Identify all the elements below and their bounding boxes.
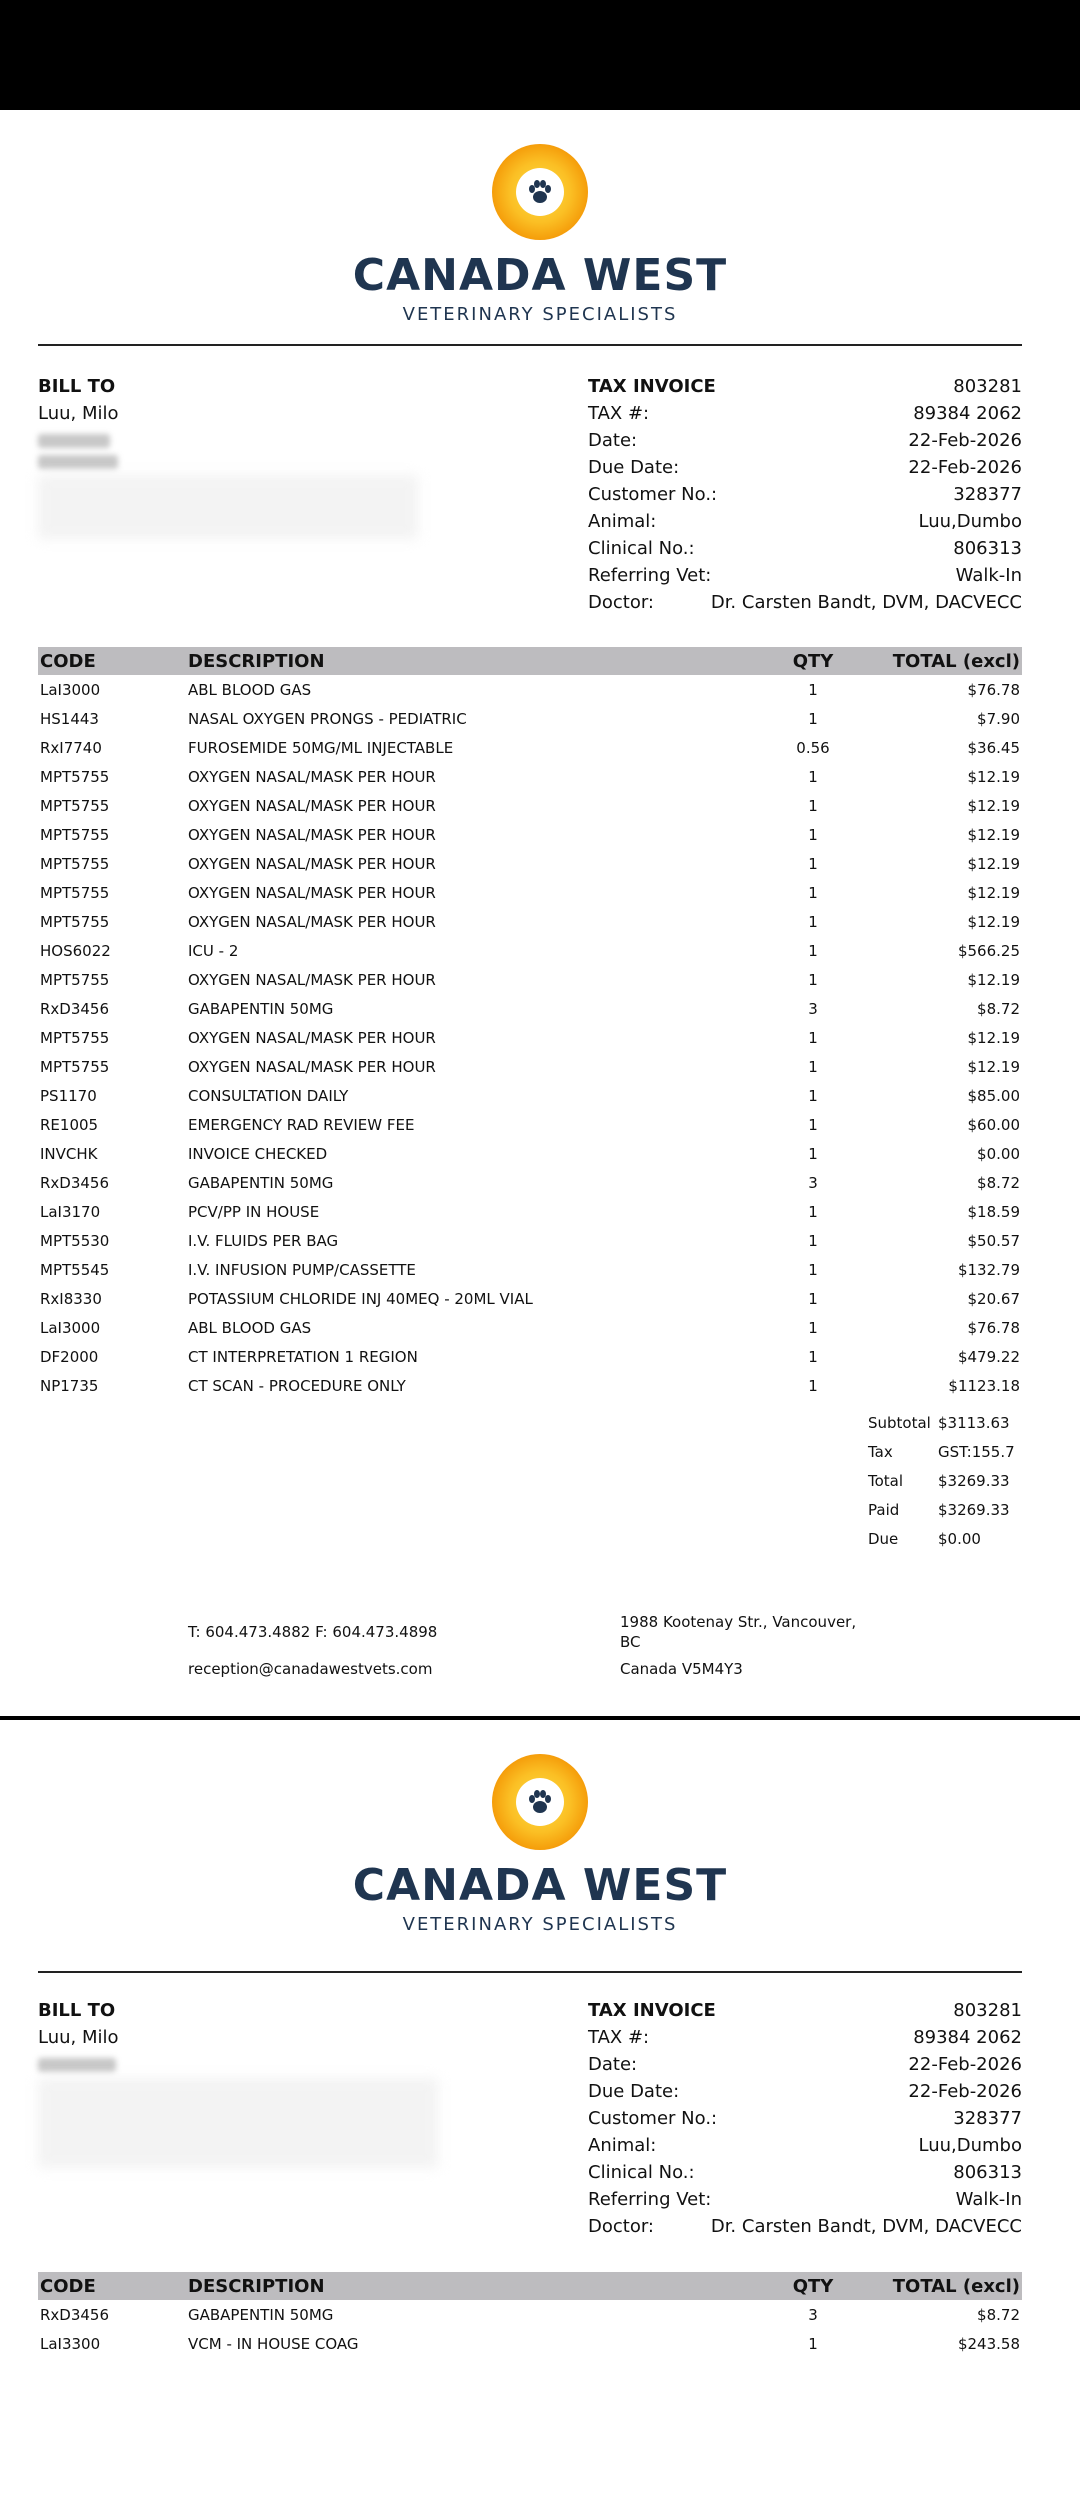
summary-value: GST:155.7 [938,1443,1015,1461]
cell-qty: 1 [808,1289,818,1308]
cell-qty: 1 [808,796,818,815]
invoice-detail-label: Customer No.: [588,484,718,505]
cell-description: ABL BLOOD GAS [188,680,312,699]
cell-description: POTASSIUM CHLORIDE INJ 40MEQ - 20ML VIAL [188,1289,533,1308]
invoice-detail-label: Clinical No.: [588,538,695,559]
cell-code: MPT5755 [40,883,110,902]
redacted-address-line [38,455,118,469]
cell-description: FUROSEMIDE 50MG/ML INJECTABLE [188,738,454,757]
cell-qty: 1 [808,1202,818,1221]
table-row [38,791,1022,820]
invoice-detail-label: Referring Vet: [588,2189,712,2210]
cell-qty: 1 [808,680,818,699]
cell-code: RxI8330 [40,1289,102,1308]
cell-code: RxD3456 [40,1173,110,1192]
invoice-detail-value: 22-Feb-2026 [908,430,1022,451]
redacted-address-line [38,434,110,448]
header-qty: QTY [792,2275,834,2297]
table-body [38,675,1022,1400]
table-row [38,1342,1022,1371]
cell-code: LaI3000 [40,680,101,699]
table-body [38,2300,1022,2358]
cell-qty: 1 [808,1376,818,1395]
invoice-detail-row [588,2078,1022,2105]
invoice-details [588,1997,1022,2240]
header-code: CODE [40,650,96,672]
table-row [38,762,1022,791]
cell-total: $243.58 [957,2334,1020,2353]
invoice-detail-label: Due Date: [588,2081,680,2102]
header-divider [38,1971,1022,1973]
invoice-detail-value: 328377 [953,2108,1022,2129]
invoice-detail-row [588,562,1022,589]
summary-row [868,1409,1028,1438]
invoice-detail-row [588,2159,1022,2186]
cell-qty: 3 [808,1173,818,1192]
invoice-page-1 [0,110,1080,1718]
cell-description: OXYGEN NASAL/MASK PER HOUR [188,796,436,815]
table-row [38,1255,1022,1284]
table-row [38,1197,1022,1226]
table-row [38,1081,1022,1110]
cell-description: CT SCAN - PROCEDURE ONLY [188,1376,406,1395]
invoice-detail-row [588,373,1022,400]
cell-total: $12.19 [967,825,1020,844]
invoice-detail-label: TAX INVOICE [588,376,716,397]
top-black-bar [0,0,1080,110]
invoice-detail-value: 803281 [953,2000,1022,2021]
table-row [38,936,1022,965]
cell-code: RxI7740 [40,738,102,757]
cell-code: RxD3456 [40,999,110,1018]
cell-description: GABAPENTIN 50MG [188,2305,334,2324]
invoice-detail-label: Referring Vet: [588,565,712,586]
header-total: TOTAL (excl) [892,650,1020,672]
cell-code: HOS6022 [40,941,111,960]
cell-total: $8.72 [977,1173,1020,1192]
invoice-detail-value: Dr. Carsten Bandt, DVM, DACVECC [710,592,1022,613]
cell-total: $85.00 [967,1086,1020,1105]
cell-total: $8.72 [977,999,1020,1018]
invoice-detail-label: TAX #: [588,2027,650,2048]
cell-description: ABL BLOOD GAS [188,1318,312,1337]
cell-description: GABAPENTIN 50MG [188,999,334,1018]
summary-label: Due [868,1530,899,1548]
cell-code: MPT5755 [40,796,110,815]
invoice-detail-row [588,2051,1022,2078]
invoice-detail-label: Doctor: [588,592,654,613]
cell-total: $76.78 [967,680,1020,699]
header-description: DESCRIPTION [188,650,325,672]
cell-total: $479.22 [957,1347,1020,1366]
cell-qty: 1 [808,854,818,873]
table-row [38,1110,1022,1139]
cell-description: I.V. FLUIDS PER BAG [188,1231,339,1250]
cell-qty: 1 [808,1347,818,1366]
cell-qty: 1 [808,767,818,786]
table-row [38,1284,1022,1313]
bill-to-block [38,373,458,539]
table-header [38,647,1022,675]
invoice-detail-row [588,2186,1022,2213]
invoice-detail-row [588,481,1022,508]
cell-qty: 1 [808,1115,818,1134]
paw-icon [524,1786,556,1818]
table-row [38,1226,1022,1255]
footer-address-line1: 1988 Kootenay Str., Vancouver, [620,1613,857,1631]
table-row [38,2300,1022,2329]
invoice-detail-label: Due Date: [588,457,680,478]
summary-label: Tax [868,1443,893,1461]
invoice-detail-label: TAX INVOICE [588,2000,716,2021]
table-header [38,2272,1022,2300]
company-logo [0,1754,1080,1936]
cell-description: OXYGEN NASAL/MASK PER HOUR [188,912,436,931]
invoice-detail-row [588,427,1022,454]
invoice-detail-value: 22-Feb-2026 [908,2081,1022,2102]
cell-code: LaI3300 [40,2334,101,2353]
table-row [38,1168,1022,1197]
cell-total: $7.90 [977,709,1020,728]
table-row [38,994,1022,1023]
cell-code: LaI3170 [40,1202,101,1221]
cell-code: LaI3000 [40,1318,101,1337]
cell-total: $12.19 [967,796,1020,815]
table-row [38,820,1022,849]
cell-code: MPT5545 [40,1260,110,1279]
line-items-table [38,647,1022,1400]
brand-subtitle: VETERINARY SPECIALISTS [402,1914,678,1935]
cell-description: I.V. INFUSION PUMP/CASSETTE [188,1260,416,1279]
logo-badge [492,144,588,240]
table-row [38,1139,1022,1168]
cell-code: MPT5755 [40,912,110,931]
line-items-table [38,2272,1022,2358]
cell-description: OXYGEN NASAL/MASK PER HOUR [188,883,436,902]
invoice-detail-value: Walk-In [955,565,1022,586]
cell-qty: 1 [808,2334,818,2353]
cell-qty: 1 [808,1231,818,1250]
cell-total: $76.78 [967,1318,1020,1337]
invoice-detail-value: 22-Feb-2026 [908,2054,1022,2075]
cell-total: $12.19 [967,1028,1020,1047]
table-row [38,2329,1022,2358]
summary-row [868,1467,1028,1496]
bill-to-name: Luu, Milo [38,403,119,424]
cell-code: INVCHK [40,1144,98,1163]
invoice-detail-value: 22-Feb-2026 [908,457,1022,478]
summary-value: $3269.33 [938,1501,1010,1519]
cell-qty: 1 [808,825,818,844]
cell-description: NASAL OXYGEN PRONGS - PEDIATRIC [188,709,467,728]
cell-qty: 1 [808,970,818,989]
cell-description: OXYGEN NASAL/MASK PER HOUR [188,1057,436,1076]
cell-code: PS1170 [40,1086,97,1105]
header-qty: QTY [792,650,834,672]
cell-total: $12.19 [967,767,1020,786]
cell-qty: 1 [808,1260,818,1279]
cell-total: $20.67 [967,1289,1020,1308]
invoice-detail-row [588,400,1022,427]
table-row [38,1371,1022,1400]
invoice-detail-row [588,2213,1022,2240]
cell-description: CONSULTATION DAILY [188,1086,349,1105]
redacted-area [38,475,418,539]
cell-total: $18.59 [967,1202,1020,1221]
cell-qty: 1 [808,941,818,960]
cell-code: NP1735 [40,1376,99,1395]
summary-row [868,1438,1028,1467]
summary-value: $3113.63 [938,1414,1010,1432]
header-code: CODE [40,2275,96,2297]
invoice-detail-value: 803281 [953,376,1022,397]
cell-total: $12.19 [967,883,1020,902]
footer-address-line3: Canada V5M4Y3 [620,1660,743,1678]
cell-total: $8.72 [977,2305,1020,2324]
cell-total: $0.00 [977,1144,1020,1163]
brand-name: CANADA WEST [352,250,728,301]
footer-phone: T: 604.473.4882 F: 604.473.4898 [188,1623,438,1641]
redacted-address-line [38,2058,116,2072]
footer-address-line2: BC [620,1633,641,1651]
cell-qty: 1 [808,1318,818,1337]
cell-description: VCM - IN HOUSE COAG [188,2334,359,2353]
cell-code: MPT5755 [40,825,110,844]
header-divider [38,344,1022,346]
cell-code: MPT5755 [40,1028,110,1047]
cell-total: $50.57 [967,1231,1020,1250]
summary-label: Paid [868,1501,900,1519]
cell-total: $1123.18 [948,1376,1020,1395]
header-total: TOTAL (excl) [892,2275,1020,2297]
invoice-detail-value: 806313 [953,538,1022,559]
table-row [38,965,1022,994]
logo-badge [492,1754,588,1850]
cell-qty: 0.56 [796,738,830,757]
bill-to-label: BILL TO [38,2000,116,2021]
cell-total: $566.25 [957,941,1020,960]
cell-total: $12.19 [967,970,1020,989]
invoice-detail-row [588,454,1022,481]
table-row [38,675,1022,704]
table-row [38,849,1022,878]
invoice-detail-label: Clinical No.: [588,2162,695,2183]
cell-total: $12.19 [967,912,1020,931]
invoice-detail-value: 806313 [953,2162,1022,2183]
table-row [38,704,1022,733]
summary-label: Total [868,1472,904,1490]
cell-qty: 3 [808,999,818,1018]
invoice-detail-label: Animal: [588,2135,657,2156]
bill-to-block [38,1997,458,2168]
cell-description: ICU - 2 [188,941,239,960]
invoice-detail-value: Walk-In [955,2189,1022,2210]
cell-description: CT INTERPRETATION 1 REGION [188,1347,418,1366]
table-row [38,733,1022,762]
cell-description: OXYGEN NASAL/MASK PER HOUR [188,854,436,873]
cell-description: INVOICE CHECKED [188,1144,328,1163]
company-logo [0,144,1080,326]
bill-to-name: Luu, Milo [38,2027,119,2048]
table-row [38,1023,1022,1052]
cell-total: $36.45 [967,738,1020,757]
cell-code: MPT5530 [40,1231,110,1250]
cell-code: MPT5755 [40,970,110,989]
cell-qty: 1 [808,1028,818,1047]
footer-email[interactable]: reception@canadawestvets.com [188,1660,433,1678]
invoice-detail-value: 89384 2062 [913,403,1022,424]
cell-code: DF2000 [40,1347,99,1366]
invoice-detail-value: 328377 [953,484,1022,505]
paw-icon [524,176,556,208]
header-description: DESCRIPTION [188,2275,325,2297]
summary-value: $0.00 [938,1530,981,1548]
invoice-detail-value: Luu,Dumbo [918,2135,1022,2156]
invoice-detail-label: Date: [588,2054,638,2075]
redacted-area [38,2078,438,2168]
cell-code: MPT5755 [40,854,110,873]
cell-qty: 3 [808,2305,818,2324]
summary-value: $3269.33 [938,1472,1010,1490]
summary-row [868,1496,1028,1525]
cell-description: GABAPENTIN 50MG [188,1173,334,1192]
invoice-detail-row [588,589,1022,616]
invoice-detail-value: 89384 2062 [913,2027,1022,2048]
cell-description: OXYGEN NASAL/MASK PER HOUR [188,1028,436,1047]
table-row [38,878,1022,907]
invoice-detail-row [588,2024,1022,2051]
invoice-details [588,373,1022,616]
cell-total: $132.79 [957,1260,1020,1279]
summary-label: Subtotal [868,1414,931,1432]
cell-total: $60.00 [967,1115,1020,1134]
brand-subtitle: VETERINARY SPECIALISTS [402,304,678,325]
cell-qty: 1 [808,912,818,931]
invoice-detail-row [588,2105,1022,2132]
invoice-detail-row [588,2132,1022,2159]
invoice-detail-row [588,508,1022,535]
invoice-detail-label: Animal: [588,511,657,532]
brand-name: CANADA WEST [352,1860,728,1911]
cell-description: EMERGENCY RAD REVIEW FEE [188,1115,415,1134]
cell-qty: 1 [808,1057,818,1076]
cell-qty: 1 [808,709,818,728]
invoice-detail-label: Doctor: [588,2216,654,2237]
totals-summary [868,1409,1028,1554]
cell-code: RE1005 [40,1115,99,1134]
cell-qty: 1 [808,1086,818,1105]
cell-description: OXYGEN NASAL/MASK PER HOUR [188,970,436,989]
table-row [38,1313,1022,1342]
cell-qty: 1 [808,883,818,902]
cell-code: RxD3456 [40,2305,110,2324]
invoice-page-2 [0,1720,1080,2520]
invoice-detail-value: Dr. Carsten Bandt, DVM, DACVECC [710,2216,1022,2237]
bill-to-label: BILL TO [38,376,116,397]
invoice-detail-label: Customer No.: [588,2108,718,2129]
invoice-detail-label: TAX #: [588,403,650,424]
cell-description: OXYGEN NASAL/MASK PER HOUR [188,767,436,786]
cell-code: HS1443 [40,709,99,728]
cell-description: PCV/PP IN HOUSE [188,1202,320,1221]
invoice-detail-row [588,1997,1022,2024]
invoice-detail-label: Date: [588,430,638,451]
invoice-detail-row [588,535,1022,562]
cell-code: MPT5755 [40,1057,110,1076]
cell-description: OXYGEN NASAL/MASK PER HOUR [188,825,436,844]
cell-qty: 1 [808,1144,818,1163]
summary-row [868,1525,1028,1554]
cell-total: $12.19 [967,854,1020,873]
cell-code: MPT5755 [40,767,110,786]
cell-total: $12.19 [967,1057,1020,1076]
invoice-detail-value: Luu,Dumbo [918,511,1022,532]
table-row [38,1052,1022,1081]
table-row [38,907,1022,936]
